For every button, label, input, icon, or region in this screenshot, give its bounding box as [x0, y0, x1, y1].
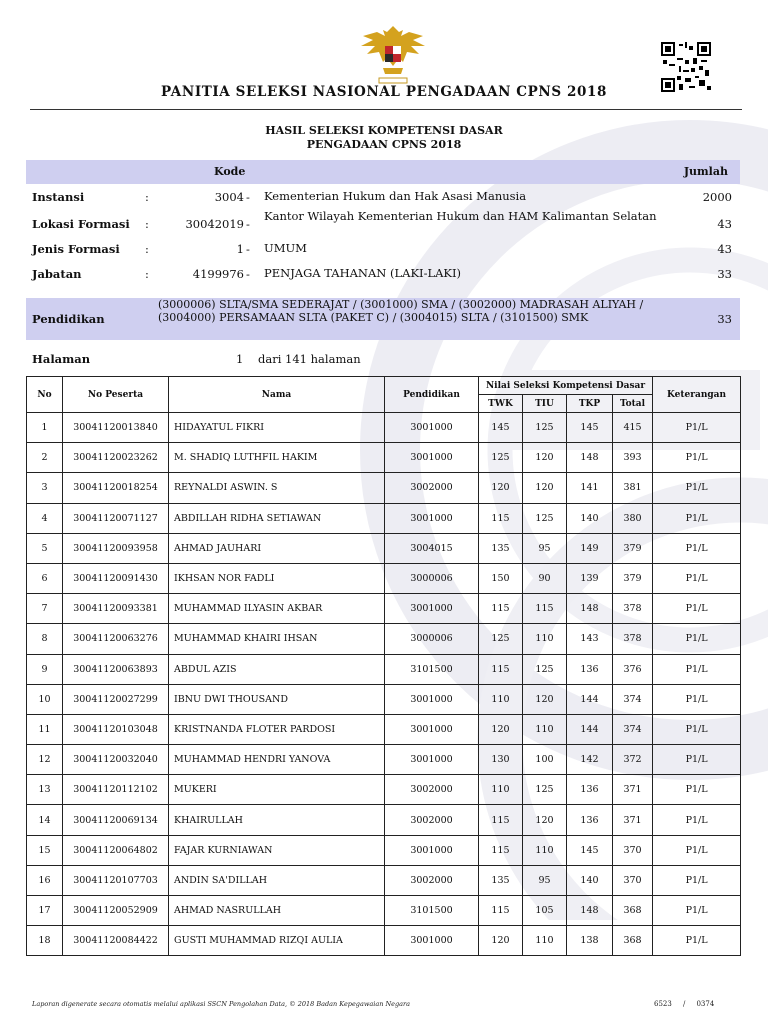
row-no: 3 — [27, 473, 63, 503]
jenis-value: UMUM — [264, 241, 307, 255]
row-tiu: 125 — [523, 775, 567, 805]
colon: : — [145, 267, 149, 281]
colon: : — [145, 242, 149, 256]
row-tiu: 125 — [523, 654, 567, 684]
row-total: 368 — [613, 926, 653, 956]
instansi-code: 3004 — [214, 190, 244, 204]
row-total: 371 — [613, 775, 653, 805]
row-no-peserta: 30041120093958 — [63, 533, 169, 563]
table-row — [27, 413, 741, 443]
row-no-peserta: 30041120103048 — [63, 714, 169, 744]
row-keterangan: P1/L — [653, 805, 741, 835]
row-tiu: 120 — [523, 473, 567, 503]
row-total: 370 — [613, 865, 653, 895]
pendidikan-label: Pendidikan — [32, 312, 105, 326]
table-row — [27, 503, 741, 533]
row-nama: MUHAMMAD HENDRI YANOVA — [169, 745, 385, 775]
row-pendidikan: 3002000 — [385, 865, 479, 895]
row-tiu: 120 — [523, 805, 567, 835]
table-row — [27, 533, 741, 563]
row-tiu: 110 — [523, 926, 567, 956]
row-twk: 130 — [479, 745, 523, 775]
row-twk: 115 — [479, 896, 523, 926]
jumlah-header: Jumlah — [683, 165, 728, 178]
org-title: PANITIA SELEKSI NASIONAL PENGADAAN CPNS 2018 — [161, 84, 607, 100]
row-twk: 120 — [479, 926, 523, 956]
row-pendidikan: 3000006 — [385, 624, 479, 654]
row-twk: 115 — [479, 503, 523, 533]
doc-title-line2: PENGADAAN CPNS 2018 — [306, 137, 462, 151]
row-keterangan: P1/L — [653, 684, 741, 714]
row-keterangan: P1/L — [653, 503, 741, 533]
col-header-tiu: TIU — [523, 395, 567, 413]
row-pendidikan: 3101500 — [385, 896, 479, 926]
row-tiu: 115 — [523, 594, 567, 624]
table-row — [27, 926, 741, 956]
table-row — [27, 865, 741, 895]
lokasi-label: Lokasi Formasi — [32, 217, 130, 231]
row-twk: 135 — [479, 533, 523, 563]
row-tkp: 136 — [567, 805, 613, 835]
dash: - — [246, 242, 250, 256]
row-no: 13 — [27, 775, 63, 805]
row-nama: ABDILLAH RIDHA SETIAWAN — [169, 503, 385, 533]
row-no-peserta: 30041120107703 — [63, 865, 169, 895]
total-pages-text: dari 141 halaman — [258, 352, 361, 366]
row-keterangan: P1/L — [653, 594, 741, 624]
table-row — [27, 624, 741, 654]
current-page: 1 — [236, 352, 244, 366]
row-no: 12 — [27, 745, 63, 775]
row-tkp: 148 — [567, 594, 613, 624]
table-row — [27, 473, 741, 503]
row-tkp: 142 — [567, 745, 613, 775]
row-total: 370 — [613, 835, 653, 865]
footer-note: Laporan digenerate secara otomatis melalui aplikasi SSCN Pengolahan Data, © 2018 Badan Kepegawaian Negara — [32, 1000, 411, 1008]
row-tkp: 149 — [567, 533, 613, 563]
col-header-nama: Nama — [169, 377, 385, 413]
row-no: 14 — [27, 805, 63, 835]
row-tiu: 95 — [523, 533, 567, 563]
row-no-peserta: 30041120084422 — [63, 926, 169, 956]
row-no-peserta: 30041120032040 — [63, 745, 169, 775]
table-row — [27, 714, 741, 744]
table-row — [27, 563, 741, 593]
row-pendidikan: 3001000 — [385, 684, 479, 714]
row-twk: 120 — [479, 714, 523, 744]
row-total: 415 — [613, 413, 653, 443]
row-tiu: 110 — [523, 624, 567, 654]
row-pendidikan: 3001000 — [385, 926, 479, 956]
row-keterangan: P1/L — [653, 835, 741, 865]
table-row — [27, 775, 741, 805]
row-nama: MUHAMMAD KHAIRI IHSAN — [169, 624, 385, 654]
row-no: 4 — [27, 503, 63, 533]
row-nama: GUSTI MUHAMMAD RIZQI AULIA — [169, 926, 385, 956]
col-header-pendidikan: Pendidikan — [385, 377, 479, 413]
jenis-code: 1 — [236, 242, 244, 256]
row-tkp: 145 — [567, 835, 613, 865]
row-no: 7 — [27, 594, 63, 624]
row-pendidikan: 3004015 — [385, 533, 479, 563]
row-nama: FAJAR KURNIAWAN — [169, 835, 385, 865]
row-total: 379 — [613, 533, 653, 563]
row-twk: 115 — [479, 835, 523, 865]
row-keterangan: P1/L — [653, 926, 741, 956]
row-keterangan: P1/L — [653, 413, 741, 443]
row-twk: 110 — [479, 775, 523, 805]
row-no-peserta: 30041120091430 — [63, 563, 169, 593]
row-no-peserta: 30041120069134 — [63, 805, 169, 835]
row-no: 6 — [27, 563, 63, 593]
row-no: 18 — [27, 926, 63, 956]
row-pendidikan: 3002000 — [385, 805, 479, 835]
row-no-peserta: 30041120027299 — [63, 684, 169, 714]
row-pendidikan: 3002000 — [385, 775, 479, 805]
kode-header: Kode — [214, 165, 246, 178]
row-total: 371 — [613, 805, 653, 835]
pendidikan-value: (3000006) SLTA/SMA SEDERAJAT / (3001000) SMA / (3002000) MADRASAH ALIYAH / (3004000) PERSAMAAN SLTA (PAKET C) / (3004015) SLTA / (3101500) SMK — [158, 298, 644, 324]
pendidikan-count: 33 — [717, 312, 732, 326]
row-pendidikan: 3001000 — [385, 413, 479, 443]
row-total: 381 — [613, 473, 653, 503]
row-nama: AHMAD JAUHARI — [169, 533, 385, 563]
row-twk: 145 — [479, 413, 523, 443]
row-tiu: 95 — [523, 865, 567, 895]
table-row — [27, 896, 741, 926]
row-pendidikan: 3001000 — [385, 714, 479, 744]
row-total: 378 — [613, 624, 653, 654]
instansi-value: Kementerian Hukum dan Hak Asasi Manusia — [264, 189, 527, 203]
row-no-peserta: 30041120023262 — [63, 443, 169, 473]
lokasi-code: 30042019 — [185, 217, 244, 231]
row-tkp: 140 — [567, 865, 613, 895]
info-pendidikan — [26, 298, 740, 340]
row-nama: IKHSAN NOR FADLI — [169, 563, 385, 593]
row-twk: 125 — [479, 624, 523, 654]
row-no: 11 — [27, 714, 63, 744]
table-row — [27, 654, 741, 684]
row-keterangan: P1/L — [653, 745, 741, 775]
row-tkp: 138 — [567, 926, 613, 956]
row-no-peserta: 30041120071127 — [63, 503, 169, 533]
row-tkp: 136 — [567, 775, 613, 805]
row-no-peserta: 30041120064802 — [63, 835, 169, 865]
row-pendidikan: 3101500 — [385, 654, 479, 684]
row-tkp: 145 — [567, 413, 613, 443]
row-total: 374 — [613, 684, 653, 714]
info-lokasi — [30, 210, 734, 238]
doc-title — [0, 124, 768, 151]
row-nama: AHMAD NASRULLAH — [169, 896, 385, 926]
table-row — [27, 805, 741, 835]
row-pendidikan: 3002000 — [385, 473, 479, 503]
row-pendidikan: 3001000 — [385, 745, 479, 775]
info-jenis — [30, 242, 734, 258]
dash: - — [246, 190, 250, 204]
row-tkp: 139 — [567, 563, 613, 593]
row-pendidikan: 3001000 — [385, 503, 479, 533]
garuda-emblem-icon — [357, 22, 429, 88]
row-tiu: 125 — [523, 413, 567, 443]
jenis-label: Jenis Formasi — [32, 242, 120, 256]
table-row — [27, 835, 741, 865]
col-header-keterangan: Keterangan — [653, 377, 741, 413]
row-no: 5 — [27, 533, 63, 563]
row-no: 10 — [27, 684, 63, 714]
row-tkp: 136 — [567, 654, 613, 684]
row-tiu: 110 — [523, 714, 567, 744]
row-nama: KHAIRULLAH — [169, 805, 385, 835]
table-row — [27, 443, 741, 473]
jabatan-label: Jabatan — [32, 267, 82, 281]
row-total: 374 — [613, 714, 653, 744]
row-total: 378 — [613, 594, 653, 624]
row-no: 15 — [27, 835, 63, 865]
row-nama: IBNU DWI THOUSAND — [169, 684, 385, 714]
row-no: 9 — [27, 654, 63, 684]
row-no-peserta: 30041120112102 — [63, 775, 169, 805]
info-instansi — [30, 190, 734, 206]
footer-code-left: 6523 — [654, 1000, 672, 1008]
footer-separator: / — [682, 1000, 686, 1008]
row-twk: 115 — [479, 654, 523, 684]
instansi-label: Instansi — [32, 190, 85, 204]
row-nama: HIDAYATUL FIKRI — [169, 413, 385, 443]
lokasi-value: Kantor Wilayah Kementerian Hukum dan HAM Kalimantan Selatan — [264, 209, 657, 223]
col-header-no-peserta: No Peserta — [63, 377, 169, 413]
row-tiu: 110 — [523, 835, 567, 865]
row-twk: 115 — [479, 805, 523, 835]
row-no: 8 — [27, 624, 63, 654]
col-header-total: Total — [613, 395, 653, 413]
row-keterangan: P1/L — [653, 563, 741, 593]
row-tiu: 120 — [523, 443, 567, 473]
footer-page-code — [654, 1000, 714, 1008]
table-row — [27, 745, 741, 775]
row-no-peserta: 30041120063276 — [63, 624, 169, 654]
row-tkp: 141 — [567, 473, 613, 503]
row-keterangan: P1/L — [653, 533, 741, 563]
table-row — [27, 684, 741, 714]
instansi-count: 2000 — [702, 190, 732, 204]
jabatan-code: 4199976 — [192, 267, 244, 281]
row-twk: 115 — [479, 594, 523, 624]
row-no: 1 — [27, 413, 63, 443]
row-keterangan: P1/L — [653, 714, 741, 744]
row-no-peserta: 30041120063893 — [63, 654, 169, 684]
info-header-band — [26, 160, 740, 184]
col-header-no: No — [27, 377, 63, 413]
row-no: 17 — [27, 896, 63, 926]
lokasi-count: 43 — [717, 217, 732, 231]
row-keterangan: P1/L — [653, 624, 741, 654]
row-pendidikan: 3000006 — [385, 563, 479, 593]
colon: : — [145, 217, 149, 231]
row-tiu: 105 — [523, 896, 567, 926]
row-no: 16 — [27, 865, 63, 895]
row-keterangan: P1/L — [653, 865, 741, 895]
jenis-count: 43 — [717, 242, 732, 256]
dash: - — [246, 267, 250, 281]
row-total: 380 — [613, 503, 653, 533]
results-table — [26, 376, 741, 956]
row-keterangan: P1/L — [653, 654, 741, 684]
row-tkp: 148 — [567, 443, 613, 473]
row-tiu: 120 — [523, 684, 567, 714]
row-no-peserta: 30041120018254 — [63, 473, 169, 503]
col-header-twk: TWK — [479, 395, 523, 413]
row-tkp: 140 — [567, 503, 613, 533]
row-total: 372 — [613, 745, 653, 775]
row-twk: 120 — [479, 473, 523, 503]
row-tiu: 125 — [523, 503, 567, 533]
doc-title-line1: HASIL SELEKSI KOMPETENSI DASAR — [265, 124, 503, 137]
row-pendidikan: 3001000 — [385, 594, 479, 624]
dash: - — [246, 217, 250, 231]
row-pendidikan: 3001000 — [385, 443, 479, 473]
row-no-peserta: 30041120052909 — [63, 896, 169, 926]
row-nama: REYNALDI ASWIN. S — [169, 473, 385, 503]
row-tkp: 148 — [567, 896, 613, 926]
colon: : — [145, 190, 149, 204]
row-nama: KRISTNANDA FLOTER PARDOSI — [169, 714, 385, 744]
row-twk: 125 — [479, 443, 523, 473]
row-keterangan: P1/L — [653, 443, 741, 473]
row-no-peserta: 30041120093381 — [63, 594, 169, 624]
row-total: 379 — [613, 563, 653, 593]
row-tiu: 90 — [523, 563, 567, 593]
row-nama: ABDUL AZIS — [169, 654, 385, 684]
footer-code-right: 0374 — [696, 1000, 715, 1008]
row-nama: MUKERI — [169, 775, 385, 805]
jabatan-value: PENJAGA TAHANAN (LAKI-LAKI) — [264, 266, 462, 280]
row-total: 393 — [613, 443, 653, 473]
row-keterangan: P1/L — [653, 775, 741, 805]
row-keterangan: P1/L — [653, 896, 741, 926]
info-jabatan — [30, 267, 734, 283]
row-tkp: 144 — [567, 714, 613, 744]
row-tkp: 143 — [567, 624, 613, 654]
row-tkp: 144 — [567, 684, 613, 714]
halaman-label: Halaman — [32, 352, 91, 366]
row-total: 368 — [613, 896, 653, 926]
row-nama: ANDIN SA'DILLAH — [169, 865, 385, 895]
col-header-tkp: TKP — [567, 395, 613, 413]
row-nama: M. SHADIQ LUTHFIL HAKIM — [169, 443, 385, 473]
row-keterangan: P1/L — [653, 473, 741, 503]
table-row — [27, 594, 741, 624]
row-total: 376 — [613, 654, 653, 684]
row-pendidikan: 3001000 — [385, 835, 479, 865]
row-nama: MUHAMMAD ILYASIN AKBAR — [169, 594, 385, 624]
row-tiu: 100 — [523, 745, 567, 775]
row-twk: 150 — [479, 563, 523, 593]
header-divider — [30, 109, 742, 110]
row-twk: 110 — [479, 684, 523, 714]
jabatan-count: 33 — [717, 267, 732, 281]
col-header-nilai-group: Nilai Seleksi Kompetensi Dasar — [479, 377, 653, 395]
row-no-peserta: 30041120013840 — [63, 413, 169, 443]
row-no: 2 — [27, 443, 63, 473]
row-twk: 135 — [479, 865, 523, 895]
